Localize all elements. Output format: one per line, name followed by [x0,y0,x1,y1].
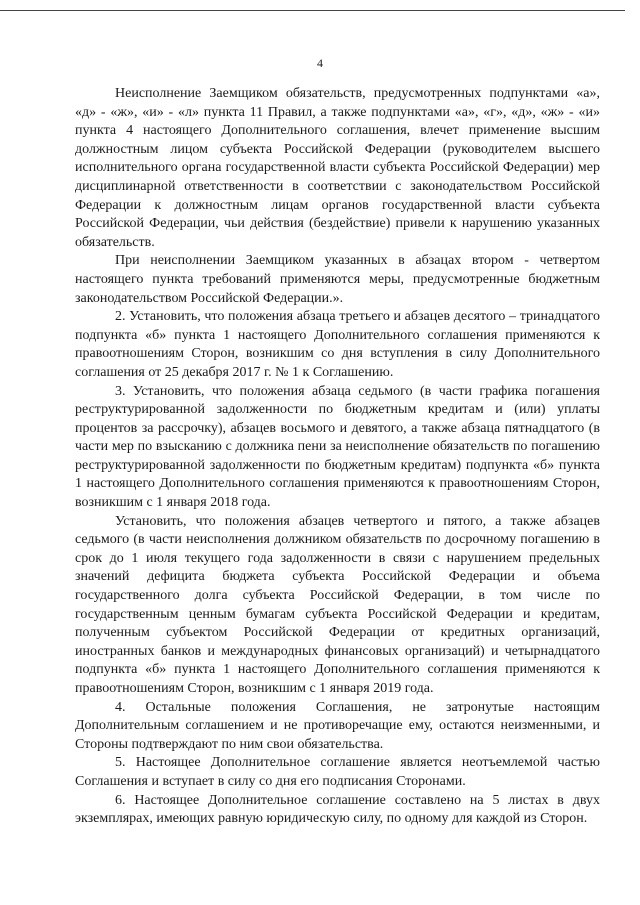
paragraph-item-3: 3. Установить, что положения абзаца седьмого (в части графика погашения реструктурированной задолженности по бюджетным кредитам и (или) уплаты процентов за рассрочку), абзацев восьмого и девятого, а также абзаца пятнадцатого (в части мер по взысканию с должника пени за неисполнение обязательств по погашению реструктурированной задолженности по бюджетным кредитам) подпункта «б» пункта 1 настоящего Дополнительного соглашения применяются к правоотношениям Сторон, возникшим с 1 января 2018 года. [75,383,600,511]
paragraph-item-3-continued: Установить, что положения абзацев четвертого и пятого, а также абзацев седьмого (в части неисполнения должником обязательств по досрочному погашению в срок до 1 июля текущего года задолженности в связи с нарушением предельных значений дефицита бюджета субъекта Российской Федерации и объема государственного долга субъекта Российской Федерации, в том числе по государственным ценным бумагам субъекта Российской Федерации и кредитам, полученным субъектом Российской Федерации от кредитных организаций, иностранных банков и международных финансовых организаций) и четырнадцатого подпункта «б» пункта 1 настоящего Дополнительного соглашения применяются к правоотношениям Сторон, возникшим с 1 января 2019 года. [75,513,600,696]
paragraph-item-2: 2. Установить, что положения абзаца третьего и абзацев десятого – тринадцатого подпункта «б» пункта 1 настоящего Дополнительного соглашения применяются к правоотношениям Сторон, возникшим со дня вступления в силу Дополнительного соглашения от 25 декабря 2017 г. № 1 к Соглашению. [75,309,600,380]
paragraph-item-4: 4. Остальные положения Соглашения, не затронутые настоящим Дополнительным соглашением и не противоречащие ему, остаются неизменными, и Стороны подтверждают по ним свои обязательства. [75,699,600,752]
paragraph-budget-measures: При неисполнении Заемщиком указанных в абзацах втором - четвертом настоящего пункта требований применяются меры, предусмотренные бюджетным законодательством Российской Федерации.». [75,253,600,306]
paragraph-sanctions: Неисполнение Заемщиком обязательств, предусмотренных подпунктами «а», «д» - «ж», «и» - «л» пункта 11 Правил, а также подпунктами «а», «г», «д», «ж» - «и» пункта 4 настоящего Дополнительного соглашения, влечет применение высшим должностным лицом субъекта Российской Федерации (руководителем высшего исполнительного органа государственной власти субъекта Российской Федерации) мер дисциплинарной ответственности в соответствии с законодательством Российской Федерации к должностным лицам органов государственной власти субъекта Российской Федерации, чьи действия (бездействие) привели к нарушению указанных обязательств. [75,86,600,250]
paragraph-item-6: 6. Настоящее Дополнительное соглашение составлено на 5 листах в двух экземплярах, имеющих равную юридическую силу, по одному для каждой из Сторон. [75,792,600,827]
paragraph-item-5: 5. Настоящее Дополнительное соглашение является неотъемлемой частью Соглашения и вступает в силу со дня его подписания Сторонами. [75,755,600,789]
page-number: 4 [317,56,323,70]
document-body [75,85,600,829]
scan-top-border [0,10,625,11]
